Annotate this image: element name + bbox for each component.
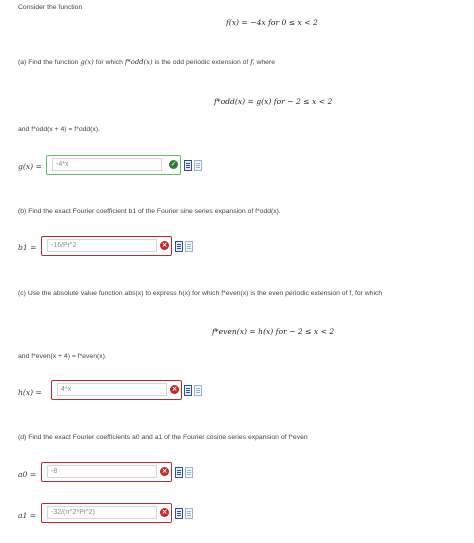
check-icon: ✓ [170,160,177,168]
cross-icon: × [161,467,168,475]
document-icon[interactable] [194,160,202,171]
part-d-prompt: (d) Find the exact Fourier coefficients a0 and a1 of the Fourier cosine series expansion of f*even [18,434,308,441]
a0-answer-label: a0 = [18,470,37,479]
part-a-and-text: and f*odd(x + 4) = f*odd(x). [18,126,100,133]
calculator-icon[interactable] [184,385,192,396]
part-a-display-equation: f*odd(x) = g(x) for − 2 ≤ x < 2 [214,97,333,106]
part-c-prompt: (c) Use the absolute value function abs(x) to express h(x) for which f*even(x) is the even periodic extension of f, for which [18,290,383,297]
calculator-icon[interactable] [184,160,192,171]
part-c-and-text: and f*even(x + 4) = f*even(x). [18,353,107,360]
b1-answer-label: b1 = [18,243,37,252]
b1-answer-field [41,236,172,256]
document-icon[interactable] [194,385,202,396]
a1-answer-field [41,503,172,523]
cross-icon: × [171,385,178,393]
part-c-display-equation: f*even(x) = h(x) for − 2 ≤ x < 2 [212,327,335,336]
cross-icon: × [161,508,168,516]
document-icon[interactable] [185,467,193,478]
a0-answer-field [41,462,172,482]
h-answer-input[interactable] [57,383,167,396]
document-icon[interactable] [185,508,193,519]
document-icon[interactable] [185,241,193,252]
a1-answer-label: a1 = [18,511,37,520]
part-b-prompt: (b) Find the exact Fourier coefficient b1 of the Fourier sine series expansion of f*odd(x). [18,208,281,215]
part-a-prompt: (a) Find the function g(x) for which f*odd(x) is the odd periodic extension of f, where [18,58,276,66]
calculator-icon[interactable] [175,241,183,252]
function-definition: f(x) = −4x for 0 ≤ x < 2 [226,18,318,27]
g-answer-field [46,155,181,175]
a1-answer-input[interactable] [47,506,157,519]
calculator-icon[interactable] [175,508,183,519]
intro-text: Consider the function [18,4,83,11]
h-answer-field [51,380,182,400]
g-answer-label: g(x) = [18,162,42,171]
b1-answer-input[interactable] [47,239,157,252]
g-answer-input[interactable] [52,158,162,171]
calculator-icon[interactable] [175,467,183,478]
h-answer-label: h(x) = [18,388,42,397]
a0-answer-input[interactable] [47,465,157,478]
cross-icon: × [161,241,168,249]
